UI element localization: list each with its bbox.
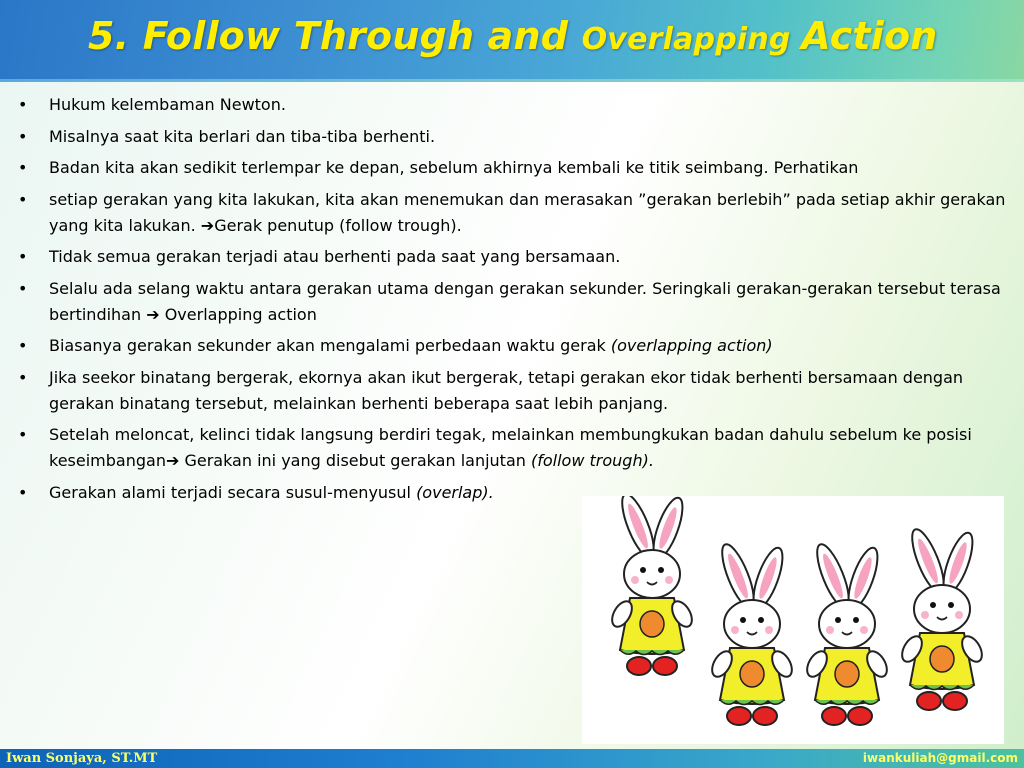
bullet-dot: • bbox=[18, 158, 28, 177]
bullet-text: Jika seekor binatang bergerak, ekornya akan ikut bergerak, tetapi gerakan ekor tidak berhenti bersamaan dengan gerakan binatang tersebut, melainkan berhenti beberapa saat lebih panjang. bbox=[49, 367, 964, 413]
list-item bbox=[18, 276, 1018, 328]
bullet-text-cont: Overlapping action bbox=[159, 304, 317, 324]
bullet-list bbox=[18, 92, 1018, 511]
bullet-text: Biasanya gerakan sekunder akan mengalami perbedaan waktu gerak bbox=[49, 336, 611, 355]
footer-bar bbox=[0, 749, 1024, 768]
list-item bbox=[18, 124, 1018, 150]
list-item bbox=[18, 155, 1018, 181]
footer-email: iwankuliah@gmail.com bbox=[862, 751, 1018, 765]
bullet-dot: • bbox=[18, 482, 28, 502]
rabbit-figure bbox=[708, 541, 796, 725]
rabbit-illustration bbox=[582, 496, 1004, 744]
bullet-dot: • bbox=[18, 247, 28, 266]
bullet-text: Gerakan alami terjadi secara susul-menyusul bbox=[49, 482, 417, 502]
arrow-icon: ➔ bbox=[200, 215, 215, 235]
bullet-text: Badan kita akan sedikit terlempar ke depan, sebelum akhirnya kembali ke titik seimbang. Perhatikan bbox=[49, 158, 859, 177]
list-item bbox=[18, 365, 1018, 417]
title-part-1: 5. Follow Through and bbox=[88, 14, 582, 58]
bullet-text: Misalnya saat kita berlari dan tiba-tiba berhenti. bbox=[49, 126, 436, 146]
arrow-icon: ➔ bbox=[146, 304, 160, 324]
bullet-dot: • bbox=[18, 367, 28, 387]
bullet-italic: (follow trough). bbox=[530, 451, 654, 470]
bullet-dot: • bbox=[18, 126, 28, 146]
bullet-dot: • bbox=[18, 425, 28, 444]
footer-author: Iwan Sonjaya, ST.MT bbox=[6, 751, 158, 766]
title-bar bbox=[0, 0, 1024, 82]
list-item bbox=[18, 187, 1018, 239]
slide-title bbox=[88, 14, 938, 58]
list-item bbox=[18, 333, 1018, 359]
rabbit-figure bbox=[803, 541, 891, 725]
bullet-dot: • bbox=[18, 95, 28, 114]
bullet-dot: • bbox=[18, 278, 28, 298]
title-part-2: Overlapping bbox=[581, 22, 802, 57]
bullet-italic: (overlap). bbox=[416, 482, 494, 502]
title-part-3: Action bbox=[801, 14, 938, 58]
bullet-text: Tidak semua gerakan terjadi atau berhenti pada saat yang bersamaan. bbox=[49, 247, 621, 266]
rabbit-figure bbox=[898, 526, 986, 710]
bullet-dot: • bbox=[18, 189, 28, 209]
bullet-dot: • bbox=[18, 336, 28, 355]
list-item bbox=[18, 244, 1018, 270]
bullet-italic: (overlapping action) bbox=[610, 336, 773, 355]
bullet-text-cont: Gerak penutup (follow trough). bbox=[214, 215, 462, 235]
bullet-text: Selalu ada selang waktu antara gerakan utama dengan gerakan sekunder. Seringkali gerakan-gerakan tersebut terasa bertindihan bbox=[49, 278, 1001, 324]
arrow-icon: ➔ bbox=[165, 451, 180, 470]
bullet-text-cont: Gerakan ini yang disebut gerakan lanjutan bbox=[179, 451, 531, 470]
rabbits-image bbox=[582, 496, 1004, 744]
list-item bbox=[18, 422, 1018, 474]
bullet-text: Setelah meloncat, kelinci tidak langsung berdiri tegak, melainkan membungkukan badan dahulu sebelum ke posisi keseimbangan bbox=[49, 425, 972, 470]
bullet-text: Hukum kelembaman Newton. bbox=[49, 95, 286, 114]
rabbit-figure bbox=[608, 496, 696, 675]
bullet-text: setiap gerakan yang kita lakukan, kita akan menemukan dan merasakan ”gerakan berlebih” pada setiap akhir gerakan yang kita lakukan. bbox=[49, 189, 1006, 235]
list-item bbox=[18, 92, 1018, 118]
